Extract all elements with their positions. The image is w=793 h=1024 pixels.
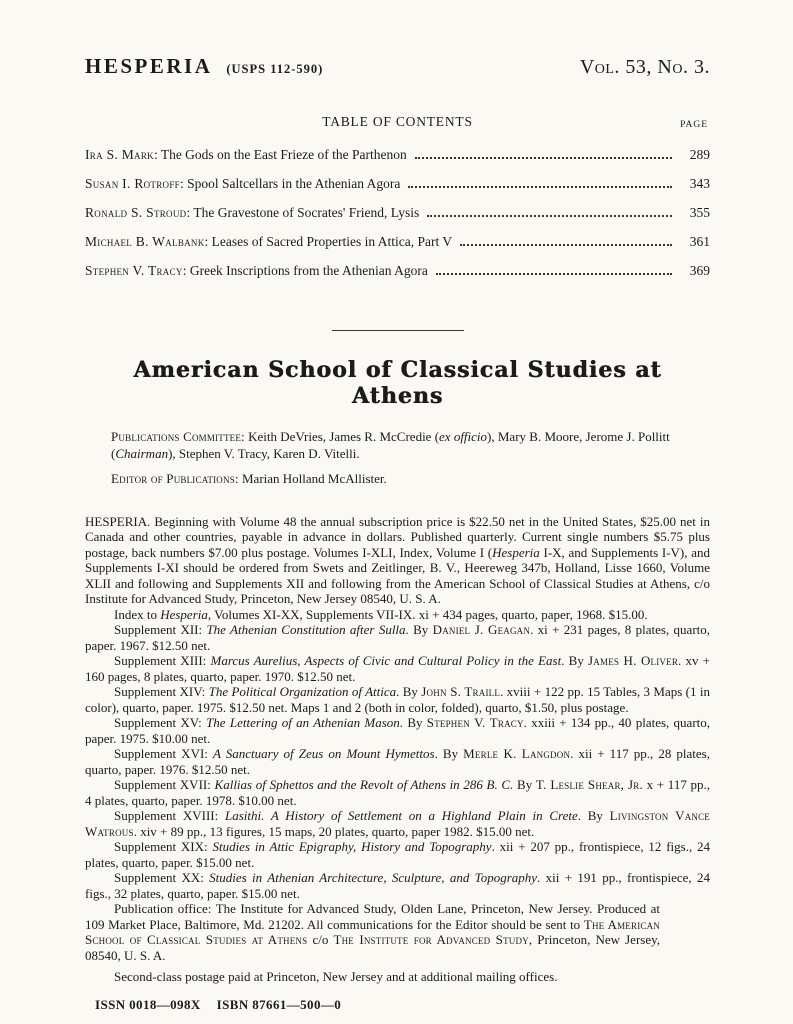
issn-isbn-line <box>85 997 710 1013</box>
section-divider <box>332 330 464 331</box>
toc-title: : Spool Saltcellars in the Athenian Agora <box>179 176 401 191</box>
toc-entry <box>85 147 710 176</box>
toc-page-number: 343 <box>689 176 710 191</box>
toc-title: : The Gravestone of Socrates' Friend, Lysis <box>186 205 420 220</box>
toc-entry <box>85 234 710 263</box>
supplement-15-notice: Supplement XV: The Lettering of an Athenian Mason. By Stephen V. Tracy. xxiii + 134 pp., 40 plates, quarto, paper. 1975. $10.00 net. <box>85 715 711 746</box>
toc-entry <box>85 176 710 205</box>
toc-author: Stephen V. Tracy <box>85 263 183 278</box>
toc-dot-leader <box>415 157 672 159</box>
toc-author: Ira S. Mark <box>85 147 154 162</box>
toc-page-number: 355 <box>689 205 710 220</box>
toc-entry <box>85 263 710 292</box>
toc-entry <box>85 205 710 234</box>
toc-list <box>85 147 710 292</box>
toc-dot-leader <box>427 215 672 217</box>
subscription-notice: HESPERIA. Beginning with Volume 48 the annual subscription price is $22.50 net in the United States, $25.00 net in Canada and other countries, payable in advance in dollars. Published quarterly. Current single numbers $5.75 plus postage, back numbers $7.00 plus postage. Volumes I-XLI, Index, Volume I (Hesperia I-X, and Supplements I-V), and Supplements I-XI should be ordered from Swets and Zeitlinger, B. V., Heereweg 347b, Holland, Lisse 1660, Volume XLII and following and Supplements XII and following from the American School of Classical Studies at Athens, c/o Institute for Advanced Study, Princeton, New Jersey 08540, U. S. A. <box>85 513 710 606</box>
supplement-20-notice: Supplement XX: Studies in Athenian Architecture, Sculpture, and Topography. xii + 191 pp., frontispiece, 24 figs., 32 plates, quarto, paper. $15.00 net. <box>85 870 710 901</box>
issn-number: ISSN 0018—098X <box>95 996 201 1012</box>
toc-page-number: 369 <box>689 263 710 278</box>
toc-heading: TABLE OF CONTENTS <box>322 114 473 129</box>
supplement-16-notice: Supplement XVI: A Sanctuary of Zeus on Mount Hymettos. By Merle K. Langdon. xii + 117 pp., 28 plates, quarto, paper. 1976. $12.50 net. <box>85 746 710 777</box>
toc-page-number: 289 <box>689 147 710 162</box>
toc-author: Ronald S. Stroud <box>85 205 187 220</box>
page-column-label: PAGE <box>680 120 708 130</box>
usps-number: (USPS 112-590) <box>226 62 324 76</box>
toc-dot-leader <box>408 186 672 188</box>
supplement-13-notice: Supplement XIII: Marcus Aurelius, Aspects of Civic and Cultural Policy in the East. By James H. Oliver. xv + 160 pages, 8 plates, quarto, paper. 1970. $12.50 net. <box>85 653 711 684</box>
supplement-19-notice: Supplement XIX: Studies in Attic Epigraphy, History and Topography. xii + 207 pp., frontispiece, 12 figs., 24 plates, quarto, paper. $15.00 net. <box>85 839 711 870</box>
toc-title: : The Gods on the East Frieze of the Parthenon <box>153 147 407 162</box>
toc-header <box>85 113 710 131</box>
toc-author: Susan I. Rotroff <box>85 176 180 191</box>
isbn-number: ISBN 87661—500—0 <box>216 996 342 1012</box>
toc-title: : Greek Inscriptions from the Athenian Agora <box>182 263 428 278</box>
index-notice: Index to Hesperia, Volumes XI-XX, Supplements VII-IX. xi + 434 pages, quarto, paper, 1968. $15.00. <box>114 606 648 622</box>
toc-title: : Leases of Sacred Properties in Attica, Part V <box>204 234 453 249</box>
supplement-12-notice: Supplement XII: The Athenian Constitution after Sulla. By Daniel J. Geagan. xi + 231 pages, 8 plates, quarto, paper. 1967. $12.50 net. <box>85 622 711 653</box>
committee-block <box>111 429 680 488</box>
toc-dot-leader <box>436 273 672 275</box>
volume-number: Vol. 53, No. 3. <box>579 56 710 78</box>
supplement-17-notice: Supplement XVII: Kallias of Sphettos and the Revolt of Athens in 286 B. C. By T. Leslie Shear, Jr. x + 117 pp., 4 plates, quarto, paper. 1978. $10.00 net. <box>85 777 711 808</box>
publication-office-notice: Publication office: The Institute for Advanced Study, Olden Lane, Princeton, New Jersey. Produced at 109 Market Place, Baltimore, Md. 21202. All communications for the Editor should be sent to The American School of Classical Studies at Athens c/o The Institute for Advanced Study, Princeton, New Jersey, 08540, U. S. A. <box>85 901 661 963</box>
editor-line: Editor of Publications: Marian Holland McAllister. <box>111 471 387 486</box>
supplement-18-notice: Supplement XVIII: Lasithi. A History of Settlement on a Highland Plain in Crete. By Livingston Vance Watrous. xiv + 89 pp., 13 figures, 15 maps, 20 plates, quarto, paper 1982. $15.00 net. <box>85 808 711 839</box>
journal-title: HESPERIA <box>85 54 213 78</box>
toc-dot-leader <box>460 244 672 246</box>
toc-author: Michael B. Walbank <box>85 234 205 249</box>
school-title: American School of Classical Studies at Athens <box>133 357 662 409</box>
notices-block <box>85 514 710 985</box>
toc-page-number: 361 <box>689 234 710 249</box>
publications-committee-line: Publications Committee: Keith DeVries, James R. McCredie (ex officio), Mary B. Moore, Jerome J. Pollitt (Chairman), Stephen V. Tracy, Karen D. Vitelli. <box>111 429 670 461</box>
supplement-14-notice: Supplement XIV: The Political Organization of Attica. By John S. Traill. xviii + 122 pp. 15 Tables, 3 Maps (1 in color), quarto, paper. 1975. $12.50 net. Maps 1 and 2 (both in color, folded), quarto, $1.50, plus postage. <box>85 684 710 715</box>
postage-notice: Second-class postage paid at Princeton, New Jersey and at additional mailing offices. <box>114 969 558 984</box>
masthead <box>85 54 710 79</box>
